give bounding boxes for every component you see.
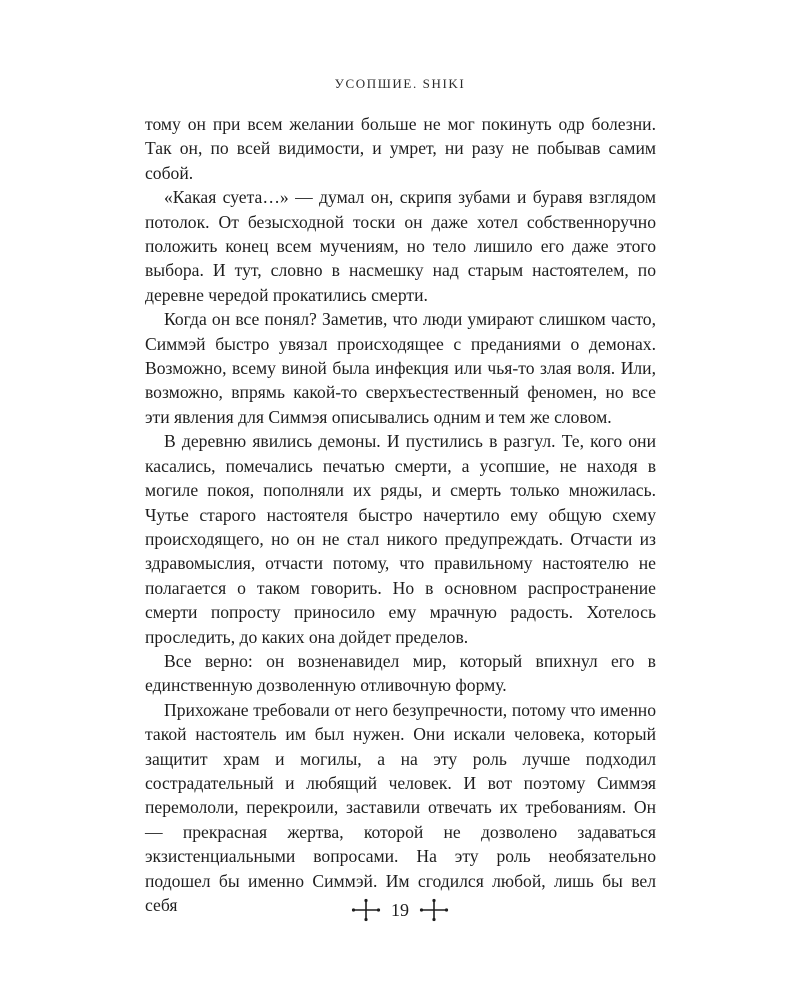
page-number: 19 <box>391 899 409 920</box>
paragraph: Прихожане требовали от него безупречности, потому что именно такой настоятель им был нужен. Они искали человека, который защитит храм и могилы, а на эту роль лучше подходил сострадательный и любящий человек. И вот поэтому Симмэя перемололи, перекроили, заставили отвечать их требованиям. Он — прекрасная жертва, которой не дозволено задаваться экзистенциальными вопросами. На эту роль необязательно подошел бы именно Симмэй. Им сгодился любой, лишь бы вел себя <box>145 699 656 915</box>
page-folio <box>0 898 800 922</box>
paragraph: Когда он все понял? Заметив, что люди умирают слишком часто, Симмэй быстро увязал происходящее с преданиями о демонах. Возможно, всему виной была инфекция или чья-то злая воля. Или, возможно, впрямь какой-то сверхъестественный феномен, но все эти явления для Симмэя описывались одним и тем же словом. <box>145 309 656 427</box>
paragraph: тому он при всем желании больше не мог покинуть одр болезни. Так он, по всей видимости, и умрет, ни разу не побывав самим собой. <box>145 114 656 183</box>
running-head: УСОПШИЕ. SHIKI <box>334 76 466 91</box>
cross-ornament-icon <box>351 898 381 922</box>
body-text <box>145 112 656 917</box>
paragraph: В деревню явились демоны. И пустились в разгул. Те, кого они касались, помечались печатью смерти, а усопшие, не находя в могиле покоя, пополняли их ряды, и смерть только множилась. Чутье старого настоятеля быстро начертило ему общую схему происходящего, но он не стал никого предупреждать. Отчасти из здравомыслия, отчасти потому, что правильному настоятелю не полагается о таком говорить. Но в основном распространение смерти попросту приносило ему мрачную радость. Хотелось проследить, до каких она дойдет пределов. <box>145 431 656 647</box>
paragraph: Все верно: он возненавидел мир, который впихнул его в единственную дозволенную отливочную форму. <box>145 650 656 696</box>
paragraph: «Какая суета…» — думал он, скрипя зубами и буравя взглядом потолок. От безысходной тоски он даже хотел собственноручно положить конец всем мучениям, но тело лишило его даже этого выбора. И тут, словно в насмешку над старым настоятелем, по деревне чередой прокатились смерти. <box>145 187 656 305</box>
cross-ornament-icon <box>419 898 449 922</box>
